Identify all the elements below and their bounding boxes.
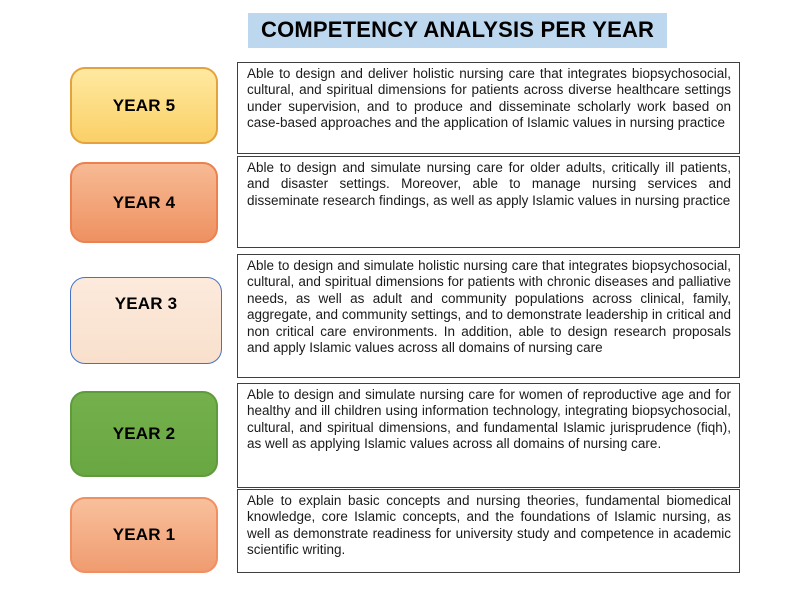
year-4-competency-text: Able to design and simulate nursing care for older adults, critically ill patients, and disaster settings. Moreover, able to manage nursing services and disseminate research findings, as well as apply Islamic values in nursing practice (247, 160, 731, 208)
year-2-badge (70, 391, 218, 477)
year-3-badge (70, 277, 222, 364)
year-2-competency-text: Able to design and simulate nursing care for women of reproductive age and for healthy and ill children using information technology, integrating biopsychosocial, cultural, and spiritual dimensions, and fundamental Islamic jurisprudence (fiqh), as well as applying Islamic values across all domains of nursing care. (247, 387, 731, 452)
year-1-label: YEAR 1 (112, 525, 176, 544)
page-title: COMPETENCY ANALYSIS PER YEAR (248, 13, 667, 48)
year-5-competency-box (237, 62, 740, 154)
year-5-competency-text: Able to design and deliver holistic nursing care that integrates biopsychosocial, cultural, and spiritual dimensions for patients across diverse healthcare settings under supervision, and to produce and disseminate scholarly work based on case-based approaches and the application of Islamic values in nursing practice (247, 66, 731, 131)
year-1-badge (70, 497, 218, 573)
year-4-competency-box (237, 156, 740, 248)
year-1-competency-text: Able to explain basic concepts and nursing theories, fundamental biomedical knowledge, core Islamic concepts, and the foundations of Islamic nursing, as well as demonstrate readiness for university study and competence in academic scientific writing. (247, 493, 731, 558)
year-1-competency-box (237, 489, 740, 573)
year-5-label: YEAR 5 (112, 95, 176, 115)
year-4-badge (70, 162, 218, 243)
year-3-competency-text: Able to design and simulate holistic nursing care that integrates biopsychosocial, cultural, and spiritual dimensions for patients with chronic diseases and palliative needs, as well as adult and community populations across clinical, family, aggregate, and community settings, and to demonstrate leadership in critical and non critical care environments. In addition, able to design research proposals and apply Islamic values across all domains of nursing care (247, 258, 731, 356)
year-5-badge (70, 67, 218, 144)
year-2-label: YEAR 2 (112, 424, 176, 443)
year-3-label: YEAR 3 (114, 294, 178, 313)
year-2-competency-box (237, 383, 740, 488)
year-3-competency-box (237, 254, 740, 378)
year-4-label: YEAR 4 (112, 192, 176, 212)
